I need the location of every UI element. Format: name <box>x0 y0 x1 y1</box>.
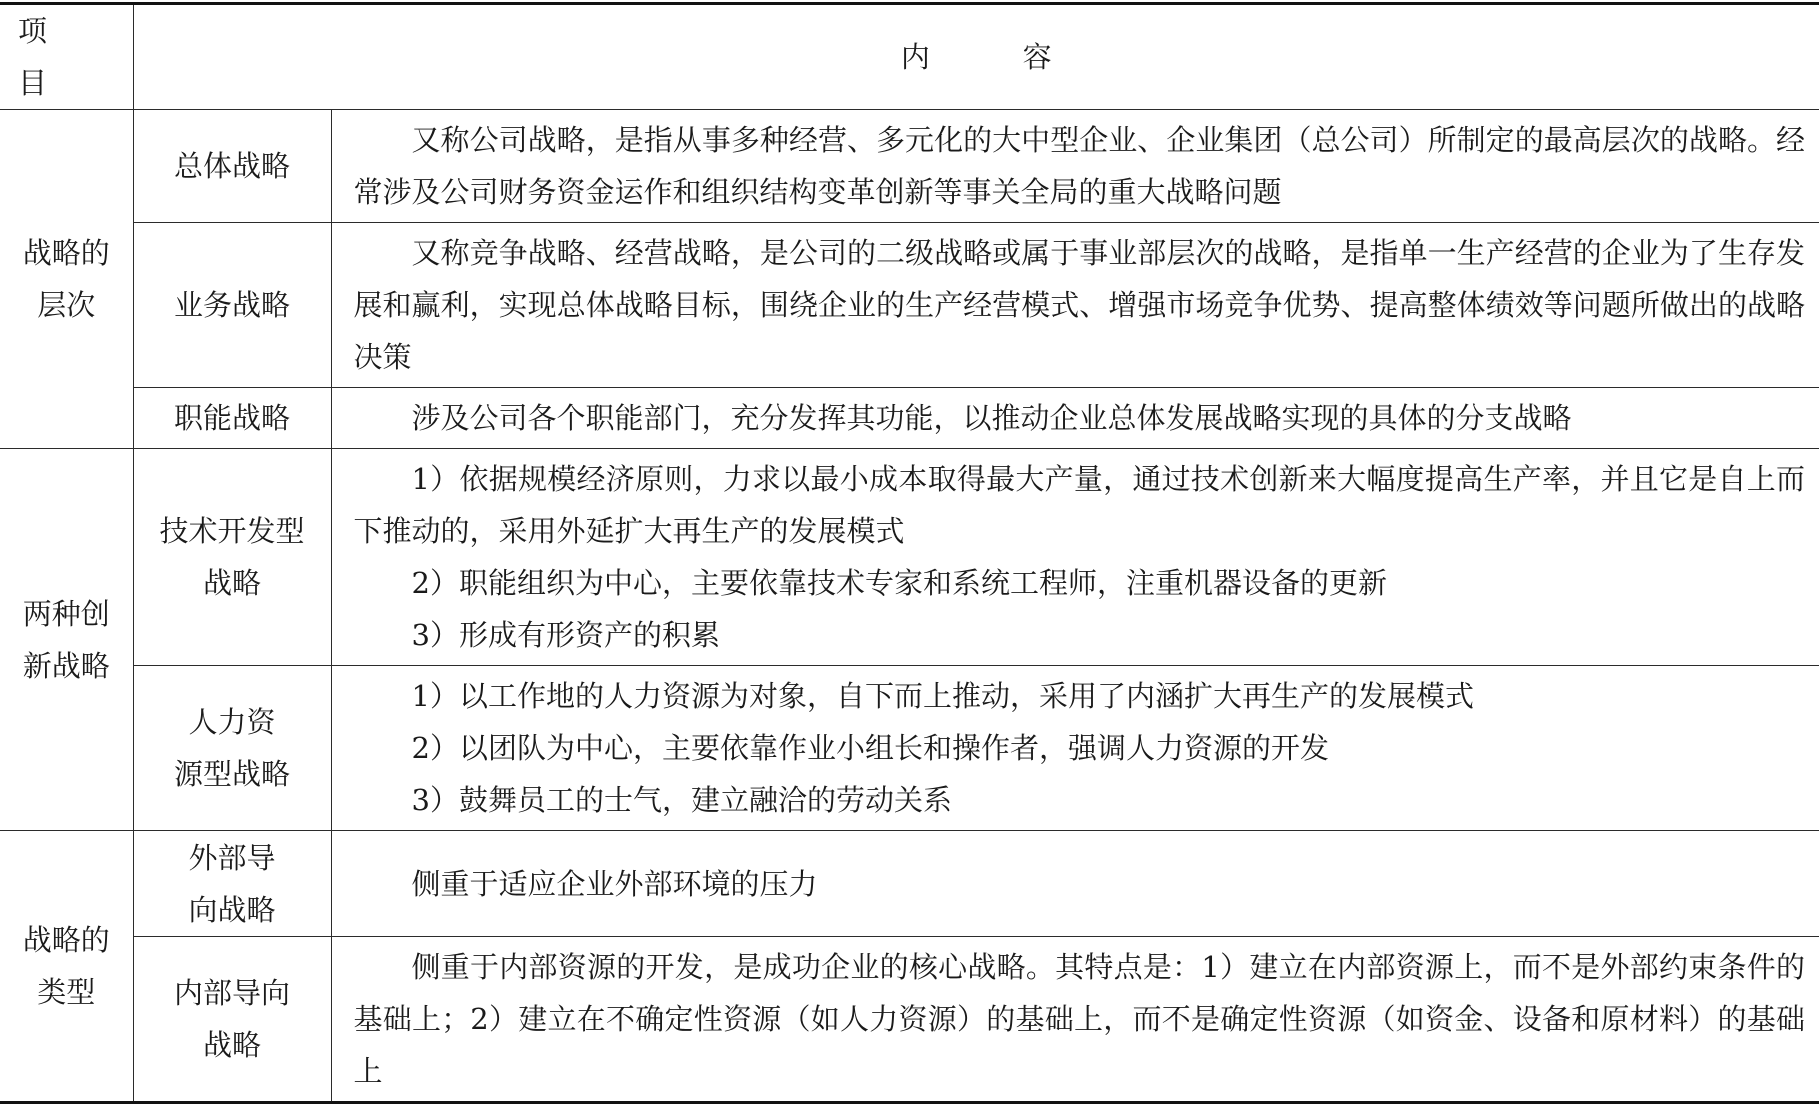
header-item-right: 目 <box>18 66 50 100</box>
strategy-name: 战略 <box>202 1028 261 1062</box>
category-line: 层次 <box>37 288 96 322</box>
strategy-name-cell <box>133 937 331 1103</box>
category-cell-levels <box>0 110 133 449</box>
strategy-name-cell <box>133 223 331 388</box>
strategy-content-cell <box>331 449 1819 666</box>
content-paragraph: 又称竞争战略、经营战略，是公司的二级战略或属于事业部层次的战略，是指单一生产经营的企业为了生存发展和赢利，实现总体战略目标，围绕企业的生产经营模式、增强市场竞争优势、提高整体绩效等问题所做出的战略决策 <box>353 236 1806 374</box>
table-row <box>0 666 1819 831</box>
strategy-name-cell <box>133 110 331 223</box>
content-paragraph: 涉及公司各个职能部门，充分发挥其功能，以推动企业总体发展战略实现的具体的分支战略 <box>411 401 1572 435</box>
strategy-table <box>0 2 1819 1104</box>
content-paragraph: 侧重于内部资源的开发，是成功企业的核心战略。其特点是：1）建立在内部资源上，而不是外部约束条件的基础上；2）建立在不确定性资源（如人力资源）的基础上，而不是确定性资源（如资金、设备和原材料）的基础上 <box>353 950 1806 1088</box>
category-line: 战略的 <box>22 236 110 270</box>
strategy-name: 内部导向 <box>173 976 290 1010</box>
header-content-cell <box>133 4 1819 110</box>
strategy-name: 职能战略 <box>173 401 290 435</box>
category-line: 两种创 <box>22 596 110 631</box>
strategy-name: 技术开发型 <box>159 514 305 548</box>
strategy-content-cell <box>331 666 1819 831</box>
table-row <box>0 449 1819 666</box>
table-row <box>0 223 1819 388</box>
strategy-content-cell <box>331 223 1819 388</box>
table-header-row <box>0 4 1819 110</box>
header-content-left: 内 <box>900 40 930 74</box>
category-cell-types <box>0 831 133 1103</box>
header-content-right: 容 <box>1022 40 1052 74</box>
strategy-name-cell <box>133 831 331 937</box>
category-line: 新战略 <box>22 648 110 683</box>
strategy-content-cell <box>331 110 1819 223</box>
strategy-name: 人力资 <box>188 705 276 739</box>
strategy-name: 总体战略 <box>173 149 290 183</box>
strategy-name: 外部导 <box>188 840 276 875</box>
table-row <box>0 110 1819 223</box>
table-row <box>0 388 1819 449</box>
strategy-name-cell <box>133 449 331 666</box>
content-paragraph: 侧重于适应企业外部环境的压力 <box>411 866 818 901</box>
strategy-content-cell <box>331 388 1819 449</box>
category-cell-innovation <box>0 449 133 831</box>
category-line: 类型 <box>37 975 96 1009</box>
content-item: 1）依据规模经济原则，力求以最小成本取得最大产量，通过技术创新来大幅度提高生产率，并且它是自上而下推动的，采用外延扩大再生产的发展模式 <box>353 462 1806 548</box>
strategy-name: 源型战略 <box>173 757 290 791</box>
table-row <box>0 831 1819 937</box>
table-row <box>0 937 1819 1103</box>
strategy-content-cell <box>331 937 1819 1103</box>
strategy-name-cell <box>133 388 331 449</box>
header-item-left: 项 <box>18 14 50 48</box>
content-item: 2）职能组织为中心，主要依靠技术专家和系统工程师，注重机器设备的更新 <box>411 566 1387 600</box>
strategy-name: 业务战略 <box>173 288 290 322</box>
header-item-cell <box>0 4 133 110</box>
content-paragraph: 又称公司战略，是指从事多种经营、多元化的大中型企业、企业集团（总公司）所制定的最高层次的战略。经常涉及公司财务资金运作和组织结构变革创新等事关全局的重大战略问题 <box>353 123 1806 209</box>
content-item: 3）鼓舞员工的士气，建立融洽的劳动关系 <box>411 783 952 817</box>
content-item: 2）以团队为中心，主要依靠作业小组长和操作者，强调人力资源的开发 <box>411 731 1329 765</box>
strategy-name-cell <box>133 666 331 831</box>
content-item: 1）以工作地的人力资源为对象，自下而上推动，采用了内涵扩大再生产的发展模式 <box>411 679 1474 713</box>
strategy-content-cell <box>331 831 1819 937</box>
category-line: 战略的 <box>22 923 110 957</box>
content-item: 3）形成有形资产的积累 <box>411 618 720 652</box>
strategy-name: 向战略 <box>188 892 276 927</box>
strategy-name: 战略 <box>202 566 261 600</box>
